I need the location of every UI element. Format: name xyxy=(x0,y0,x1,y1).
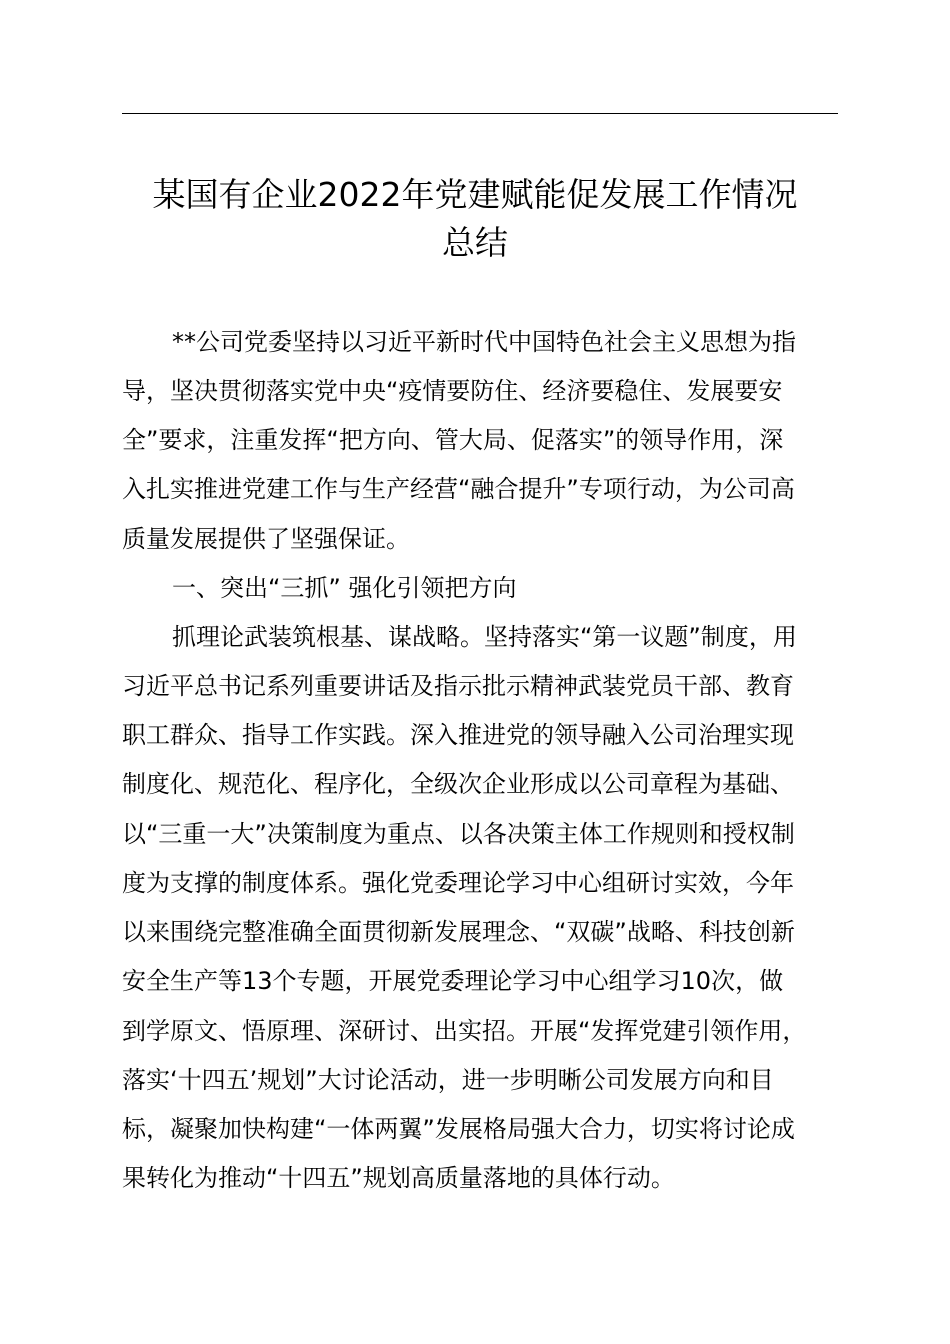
body-line-11: 以“三重一大”决策制度为重点、以各决策主体工作规则和授权制 xyxy=(122,820,795,848)
body-line-15: 到学原文、悟原理、深研讨、出实招。开展“发挥党建引领作用， xyxy=(122,1017,807,1045)
body-line-18: 果转化为推动“十四五”规划高质量落地的具体行动。 xyxy=(122,1164,675,1192)
body-line-16: 落实‘十四五’规划”大讨论活动，进一步明晰公司发展方向和目 xyxy=(122,1066,774,1094)
body-line-9: 职工群众、指导工作实践。深入推进党的领导融入公司治理实现 xyxy=(122,721,794,749)
body-line-10: 制度化、规范化、程序化，全级次企业形成以公司章程为基础、 xyxy=(122,770,794,798)
body-line-5: 质量发展提供了坚强保证。 xyxy=(122,525,410,553)
body-line-1: **公司党委坚持以习近平新时代中国特色社会主义思想为指 xyxy=(172,328,796,356)
body-line-12: 度为支撑的制度体系。强化党委理论学习中心组研讨实效，今年 xyxy=(122,869,794,897)
document-title-line-2: 总结 xyxy=(442,223,508,262)
document-title-line-1: 某国有企业2022年党建赋能促发展工作情况 xyxy=(152,175,798,214)
body-line-4: 入扎实推进党建工作与生产经营“融合提升”专项行动，为公司高 xyxy=(122,475,795,503)
body-line-7: 抓理论武装筑根基、谋战略。坚持落实“第一议题”制度，用 xyxy=(172,623,797,651)
body-line-13: 以来围绕完整准确全面贯彻新发展理念、“双碳”战略、科技创新 xyxy=(122,918,795,946)
body-line-17: 标，凝聚加快构建“一体两翼”发展格局强大合力，切实将讨论成 xyxy=(122,1115,795,1143)
section-heading: 一、突出“三抓” 强化引领把方向 xyxy=(172,574,517,602)
body-line-8: 习近平总书记系列重要讲话及指示批示精神武装党员干部、教育 xyxy=(122,672,794,700)
body-line-2: 导，坚决贯彻落实党中央“疫情要防住、经济要稳住、发展要安 xyxy=(122,377,783,405)
body-line-3: 全”要求，注重发挥“把方向、管大局、促落实”的领导作用，深 xyxy=(122,426,784,454)
body-line-14: 安全生产等13个专题，开展党委理论学习中心组学习10次，做 xyxy=(122,967,784,995)
header-rule xyxy=(122,113,838,114)
